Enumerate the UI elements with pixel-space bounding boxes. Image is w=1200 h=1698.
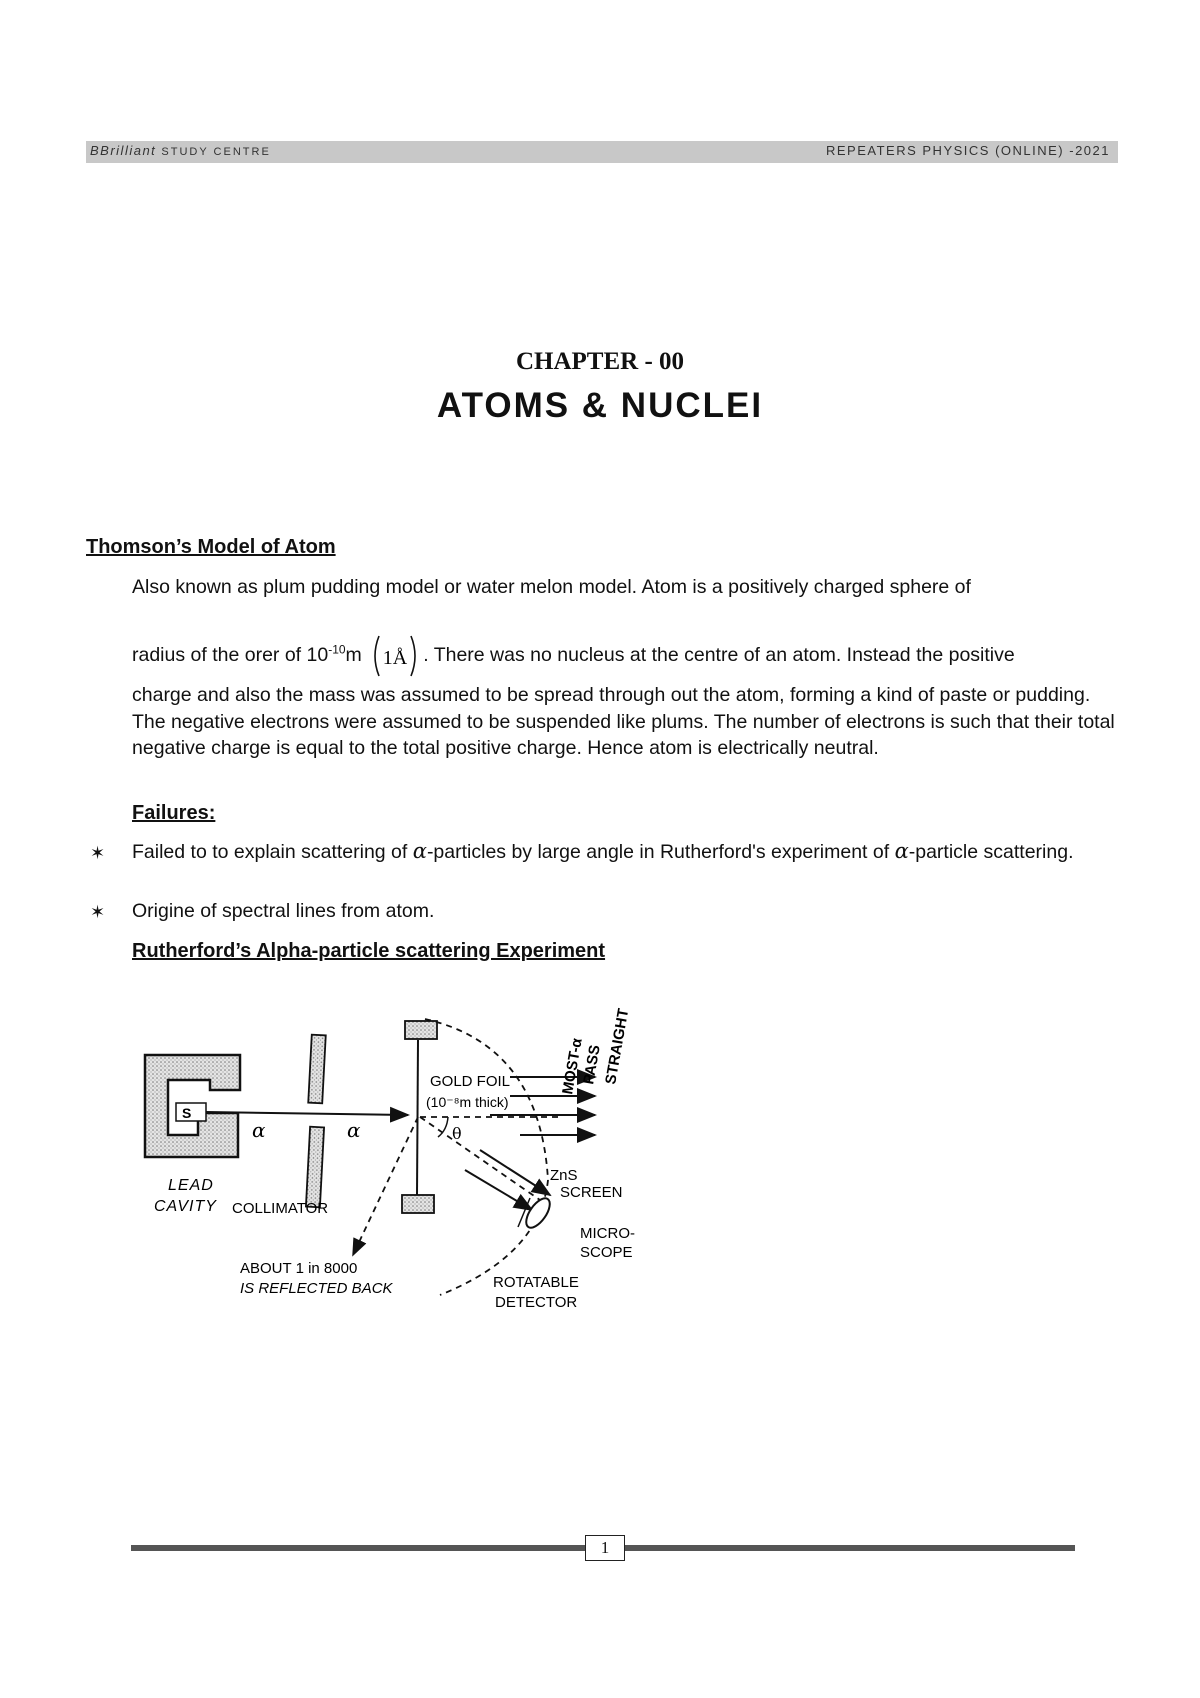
formula-text: 1Å — [382, 647, 408, 669]
failure-item-2: Origine of spectral lines from atom. — [132, 900, 435, 922]
svg-text:SCOPE: SCOPE — [580, 1244, 633, 1261]
svg-text:IS REFLECTED BACK: IS REFLECTED BACK — [240, 1280, 393, 1297]
svg-text:SCREEN: SCREEN — [560, 1184, 623, 1201]
rutherford-diagram — [140, 1005, 660, 1325]
svg-text:S: S — [182, 1105, 192, 1121]
bullet-icon: ✶ — [90, 902, 106, 922]
foil-holder-bottom — [402, 1195, 434, 1213]
page-title: ATOMS & NUCLEI — [436, 386, 764, 425]
header-brand: BBrilliant STUDY CENTRE — [90, 143, 271, 158]
svg-text:ABOUT 1 in 8000: ABOUT 1 in 8000 — [240, 1260, 358, 1277]
failures-heading: Failures: — [132, 802, 216, 824]
svg-text:STRAIGHT: STRAIGHT — [602, 1007, 633, 1086]
rutherford-heading: Rutherford’s Alpha-particle scattering Experiment — [132, 940, 606, 962]
paragraph-line2: radius of the orer of $10^{-10}m$ 1Å . There was no nucleus at the centre of an atom. Instead the positive — [132, 630, 1122, 682]
svg-text:(10⁻⁸m thick): (10⁻⁸m thick) — [426, 1094, 509, 1110]
zns-screen — [425, 1019, 548, 1295]
svg-text:CAVITY: CAVITY — [154, 1198, 217, 1215]
angstrom-formula — [369, 630, 421, 682]
header-course: REPEATERS PHYSICS (ONLINE) -2021 — [826, 143, 1110, 158]
foil-holder-top — [405, 1021, 437, 1039]
paragraph-line1: Also known as plum pudding model or water melon model. Atom is a positively charged sphere of — [132, 576, 971, 598]
collimator-upper — [308, 1035, 326, 1104]
svg-text:α: α — [347, 1118, 361, 1142]
svg-text:ZnS: ZnS — [550, 1167, 578, 1184]
chapter-label: CHAPTER - 00 — [515, 348, 685, 375]
svg-text:α: α — [252, 1118, 266, 1142]
svg-text:θ: θ — [452, 1124, 462, 1143]
svg-text:MOST-α: MOST-α — [559, 1036, 586, 1096]
bullet-icon: ✶ — [90, 843, 106, 863]
collimator-lower — [306, 1127, 324, 1208]
page-number: 1 — [585, 1535, 625, 1561]
svg-text:ROTATABLE: ROTATABLE — [493, 1274, 579, 1291]
svg-text:COLLIMATOR: COLLIMATOR — [232, 1200, 329, 1217]
svg-text:MICRO-: MICRO- — [580, 1225, 635, 1242]
svg-text:LEAD: LEAD — [168, 1177, 214, 1194]
paragraph-body: charge and also the mass was assumed to be spread through out the atom, forming a kind of paste or pudding. The negative electrons were assumed to be suspended like plums. The number of electrons is such that their total negative charge is equal to the total positive charge. Hence atom is electrically neutral. — [132, 684, 1115, 759]
svg-text:GOLD FOIL: GOLD FOIL — [430, 1073, 511, 1090]
section-heading: Thomson’s Model of Atom — [86, 536, 336, 558]
svg-text:PASS: PASS — [580, 1043, 604, 1086]
microscope — [522, 1194, 555, 1231]
svg-text:DETECTOR: DETECTOR — [495, 1294, 578, 1311]
failure-item-1: Failed to to explain scattering of α-particles by large angle in Rutherford's experiment of α-particle scattering. — [132, 839, 1074, 863]
